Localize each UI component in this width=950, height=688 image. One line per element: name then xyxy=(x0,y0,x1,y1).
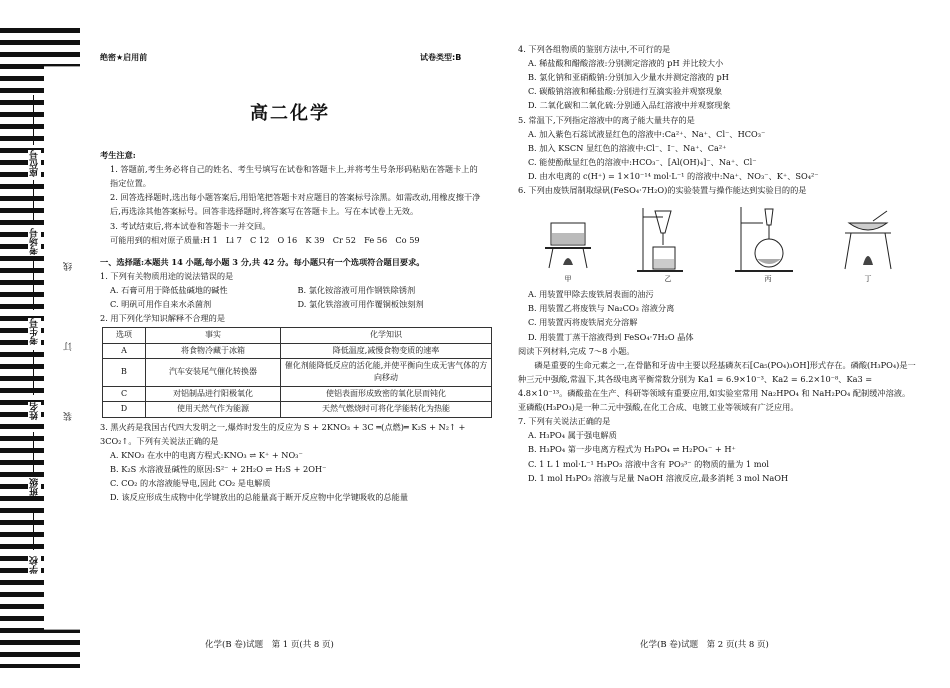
apparatus-yi-label: 乙 xyxy=(664,275,672,284)
table-cell: 使铝表面形成致密的氧化层而钝化 xyxy=(281,386,492,401)
q6-apparatus-figures xyxy=(518,199,918,285)
q3-option-c: C. CO₂ 的水溶液能导电,因此 CO₂ 是电解质 xyxy=(110,478,271,489)
secret-mark: 绝密★启用前 xyxy=(100,53,148,62)
table-cell: A xyxy=(103,343,146,358)
atomic-mass-line: 可能用到的相对原子质量:H 1 Li 7 C 12 O 16 K 39 Cr 52 Fe 56 Co 59 xyxy=(110,234,420,245)
q6-stem: 6. 下列由废铁屑制取绿矾(FeSO₄·7H₂O)的实验装置与操作能达到实验目的的是 xyxy=(518,185,807,196)
table-row xyxy=(103,343,492,358)
apparatus-ding-label: 丁 xyxy=(864,275,872,284)
seat-line xyxy=(33,95,34,145)
q1-option-a: A. 石膏可用于降低盐碱地的碱性 xyxy=(110,284,228,295)
apparatus-ding-drawing xyxy=(833,203,903,273)
q7-option-c: C. 1 L 1 mol·L⁻¹ H₃PO₃ 溶液中含有 PO₃³⁻ 的物质的量为 1 mol xyxy=(528,458,770,469)
apparatus-jia xyxy=(528,203,608,285)
examinee-line xyxy=(33,260,34,310)
table-row xyxy=(103,359,492,387)
q4-option-a: A. 稀盐酸和醋酸溶液:分别测定溶液的 pH 并比较大小 xyxy=(528,58,724,69)
q7-option-a: A. H₃PO₄ 属于强电解质 xyxy=(528,430,617,441)
apparatus-yi-drawing xyxy=(633,203,703,273)
table-cell: 催化剂能降低反应的活化能,并使平衡向生成无害气体的方向移动 xyxy=(281,359,492,387)
q5-option-c: C. 能使酚酞显红色的溶液中:HCO₃⁻、[Al(OH)₄]⁻、Na⁺、Cl⁻ xyxy=(528,156,757,167)
q6-option-a: A. 用装置甲除去废铁屑表面的油污 xyxy=(528,289,654,300)
q1-options-row2 xyxy=(100,297,485,311)
q3-option-b: B. K₂S 水溶液显碱性的原因:S²⁻ + 2H₂O ⇌ H₂S + 2OH⁻ xyxy=(110,463,327,474)
table-header-cell: 化学知识 xyxy=(281,328,492,343)
class-line xyxy=(33,432,34,472)
table-cell: 使用天然气作为能源 xyxy=(146,402,281,417)
table-header-row xyxy=(103,328,492,343)
apparatus-ding xyxy=(828,203,908,285)
q1-option-b: B. 氯化铵溶液可用作钢铁除锈剂 xyxy=(297,284,416,295)
table-row xyxy=(103,402,492,417)
q4-option-b: B. 氯化钠和亚硝酸钠:分别加入少量水并测定溶液的 pH xyxy=(528,72,729,83)
footer-page-2: 化学(B 卷)试题 第 2 页(共 8 页) xyxy=(640,640,769,650)
table-cell: B xyxy=(103,359,146,387)
right-column xyxy=(518,42,918,485)
seal-ding-char: 订 xyxy=(64,342,74,351)
label-room: 考场号 xyxy=(30,228,40,255)
table-cell: C xyxy=(103,386,146,401)
q1-option-d: D. 氯化铁溶液可用作覆铜板蚀刻剂 xyxy=(297,299,424,310)
q1-options-row1 xyxy=(100,283,485,297)
q4-stem: 4. 下列各组物质的鉴别方法中,不可行的是 xyxy=(518,44,671,54)
q5-stem: 5. 常温下,下列指定溶液中的离子能大量共存的是 xyxy=(518,114,695,125)
q3-option-a: A. KNO₃ 在水中的电离方程式:KNO₃ ⇌ K⁺ + NO₃⁻ xyxy=(110,449,303,460)
q6-option-d: D. 用装置丁蒸干溶液得到 FeSO₄·7H₂O 晶体 xyxy=(528,331,694,342)
school-line xyxy=(33,510,34,550)
q4-option-d: D. 二氧化碳和二氧化硫:分别通入品红溶液中并观察现象 xyxy=(528,100,731,111)
apparatus-jia-drawing xyxy=(533,203,603,273)
q7-stem: 7. 下列有关说法正确的是 xyxy=(518,416,611,427)
q7-option-d: D. 1 mol H₃PO₃ 溶液与足量 NaOH 溶液反应,最多消耗 3 mol NaOH xyxy=(528,472,789,483)
apparatus-bing xyxy=(728,203,808,285)
table-header-cell: 选项 xyxy=(103,328,146,343)
q6-option-b: B. 用装置乙将废铁与 Na₂CO₃ 溶液分离 xyxy=(528,303,675,314)
q4-option-c: C. 碳酸钠溶液和稀盐酸:分别进行互滴实验并观察现象 xyxy=(528,86,723,97)
left-column xyxy=(100,148,488,504)
seal-zhuang-char: 装 xyxy=(64,412,74,421)
notice-heading: 考生注意: xyxy=(100,150,136,160)
q5-option-b: B. 加入 KSCN 显红色的溶液中:Cl⁻、I⁻、Na⁺、Ca²⁺ xyxy=(528,142,727,153)
apparatus-yi xyxy=(628,203,708,285)
label-class: 班级 xyxy=(30,478,40,496)
q2-stem: 2. 用下列化学知识解释不合理的是 xyxy=(100,313,226,324)
q5-option-d: D. 由水电离的 c(H⁺) = 1×10⁻¹⁴ mol·L⁻¹ 的溶液中:Na⁺、NO₃⁻、K⁺、SO₄²⁻ xyxy=(528,170,819,181)
reading-intro: 阅读下列材料,完成 7～8 小题。 xyxy=(518,345,635,356)
seal-line-char: 线 xyxy=(64,262,74,271)
q7-option-b: B. H₃PO₄ 第一步电离方程式为 H₃PO₄ ⇌ H₂PO₄⁻ + H⁺ xyxy=(528,444,736,455)
table-cell: 天然气燃烧时可将化学能转化为热能 xyxy=(281,402,492,417)
room-line xyxy=(33,180,34,220)
table-cell: 降低温度,减慢食物变质的速率 xyxy=(281,343,492,358)
label-name: 姓名 xyxy=(30,402,40,420)
notice-item-1: 1. 答题前,考生务必将自己的姓名、考生号填写在试卷和答题卡上,并将考生号条形码粘贴在答题卡上的指定位置。 xyxy=(110,164,478,189)
q6-option-c: C. 用装置丙将废铁屑充分溶解 xyxy=(528,317,638,328)
paper-type: 试卷类型:B xyxy=(420,53,462,62)
q1-option-c: C. 明矾可用作自来水杀菌剂 xyxy=(110,299,212,310)
notice-item-3: 3. 考试结束后,将本试卷和答题卡一并交回。 xyxy=(110,220,271,231)
label-examinee: 考生号 xyxy=(30,318,40,345)
table-cell: 汽车安装尾气催化转换器 xyxy=(146,359,281,387)
table-cell: D xyxy=(103,402,146,417)
apparatus-bing-label: 丙 xyxy=(764,275,772,284)
table-cell: 将食物冷藏于冰箱 xyxy=(146,343,281,358)
q3-option-d: D. 该反应形成生成物中化学键放出的总能量高于断开反应物中化学键吸收的总能量 xyxy=(110,492,409,503)
table-row xyxy=(103,386,492,401)
notice-item-2: 2. 回答选择题时,选出每小题答案后,用铅笔把答题卡对应题目的答案标号涂黑。如需改动,用橡皮擦干净后,再选涂其他答案标号。回答非选择题时,将答案写在答题卡上。写在本试卷上无效。 xyxy=(110,192,481,217)
table-header-cell: 事实 xyxy=(146,328,281,343)
q3-stem: 3. 黑火药是我国古代四大发明之一,爆炸时发生的反应为 S + 2KNO₃ + 3C ═(点燃)═ K₂S + N₂↑ + 3CO₂↑。下列有关说法正确的是 xyxy=(100,421,466,446)
label-seat: 座位号 xyxy=(30,150,40,177)
apparatus-jia-label: 甲 xyxy=(564,275,572,284)
q1-stem: 1. 下列有关物质用途的说法错误的是 xyxy=(100,270,234,281)
apparatus-bing-drawing xyxy=(733,203,803,273)
table-cell: 对铝制品进行阳极氧化 xyxy=(146,386,281,401)
name-line xyxy=(33,350,34,395)
label-school: 学校 xyxy=(30,556,40,574)
section-heading: 一、选择题:本题共 14 小题,每小题 3 分,共 42 分。每小题只有一个选项符合题目要求。 xyxy=(100,256,425,267)
q2-table xyxy=(102,327,492,417)
reading-text: 磷是重要的生命元素之一,在骨骼和牙齿中主要以羟基磷灰石[Ca₅(PO₄)₃OH]形式存在。磷酸(H₃PO₄)是一种三元中强酸,常温下,其各级电离平衡常数分别为 Ka1 = 6.9×10⁻³、Ka2 = 6.2×10⁻⁸、Ka3 = 4.8×10⁻¹³。磷酸盐在生产、科研等领域有重要应用,如实验室常用 Na₂HPO₄ 和 NaH₂PO₄ 配制缓冲溶液。亚磷酸(H₃PO₃)是一种二元中强酸,在化工合成、电镀工业等领域有广泛应用。 xyxy=(518,359,916,413)
page-title: 高二化学 xyxy=(250,103,330,124)
footer-page-1: 化学(B 卷)试题 第 1 页(共 8 页) xyxy=(205,640,334,650)
binding-margin xyxy=(0,0,82,688)
q5-option-a: A. 加入紫色石蕊试液显红色的溶液中:Ca²⁺、Na⁺、Cl⁻、HCO₃⁻ xyxy=(528,128,766,139)
